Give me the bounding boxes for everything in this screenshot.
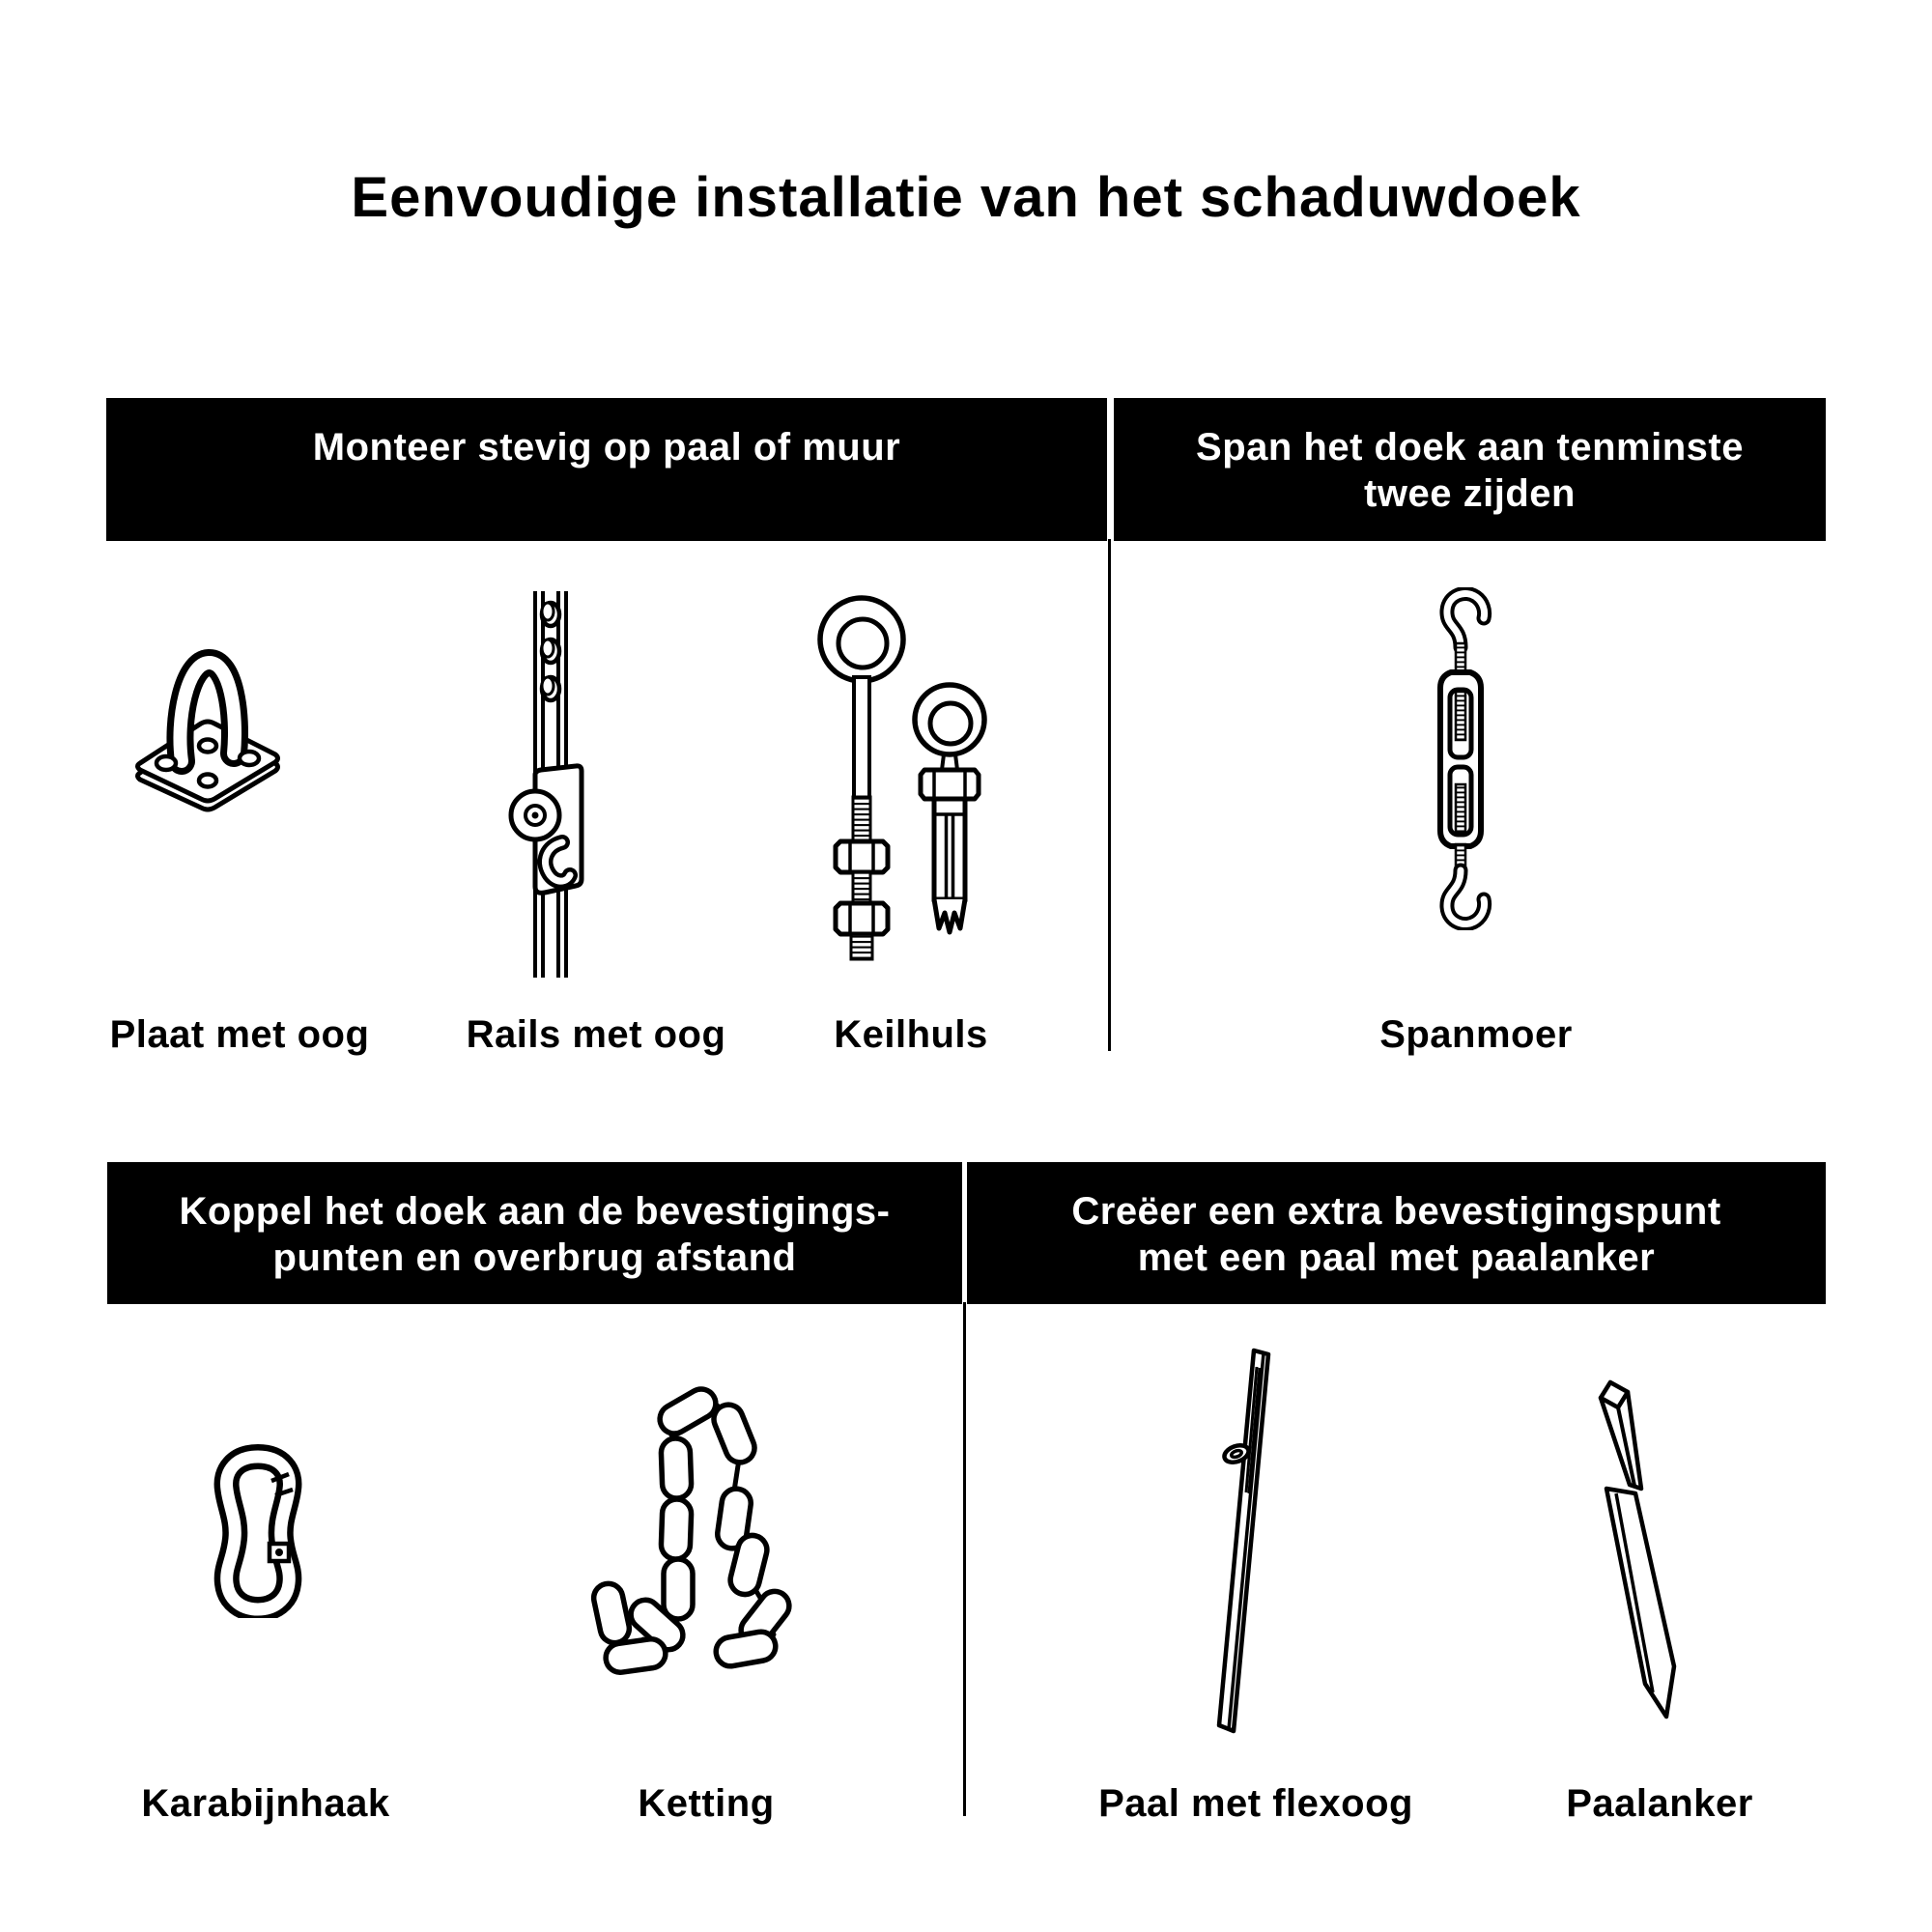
top-section-divider xyxy=(1108,539,1111,1051)
item-label-keilhuls: Keilhuls xyxy=(834,1013,988,1056)
pole-with-flex-eye-icon xyxy=(1203,1348,1275,1734)
expansion-eye-bolts-icon xyxy=(816,594,990,961)
header-line: twee zijden xyxy=(1364,472,1576,515)
item-label-paalanker: Paalanker xyxy=(1566,1782,1753,1825)
chain-icon xyxy=(589,1381,797,1681)
rail-with-eye-icon xyxy=(502,591,589,978)
header-line: punten en overbrug afstand xyxy=(272,1236,797,1279)
carabiner-icon xyxy=(208,1444,309,1618)
header-line: Creëer een extra bevestigingspunt xyxy=(1071,1190,1721,1233)
bottom-section-divider xyxy=(963,1302,966,1816)
item-label-spanmoer: Spanmoer xyxy=(1379,1013,1573,1056)
item-label-paal-met-flexoog: Paal met flexoog xyxy=(1098,1782,1413,1825)
turnbuckle-icon xyxy=(1407,587,1514,930)
header-line: Koppel het doek aan de bevestigings- xyxy=(179,1190,891,1233)
section-header-extra-point xyxy=(967,1162,1826,1304)
ground-anchor-icon xyxy=(1589,1377,1695,1724)
item-label-rails-met-oog: Rails met oog xyxy=(466,1013,726,1056)
section-header-mount xyxy=(106,398,1107,541)
item-label-ketting: Ketting xyxy=(638,1782,775,1825)
item-label-karabijnhaak: Karabijnhaak xyxy=(141,1782,390,1825)
item-label-plaat-met-oog: Plaat met oog xyxy=(109,1013,370,1056)
header-line: Monteer stevig op paal of muur xyxy=(312,426,901,469)
header-line: met een paal met paalanker xyxy=(1137,1236,1656,1279)
section-header-tension xyxy=(1114,398,1826,541)
pad-eye-plate-icon xyxy=(126,638,290,821)
header-line: Span het doek aan tenminste xyxy=(1196,426,1744,469)
section-header-connect xyxy=(107,1162,962,1304)
page-title: Eenvoudige installatie van het schaduwdoek xyxy=(351,166,1581,229)
